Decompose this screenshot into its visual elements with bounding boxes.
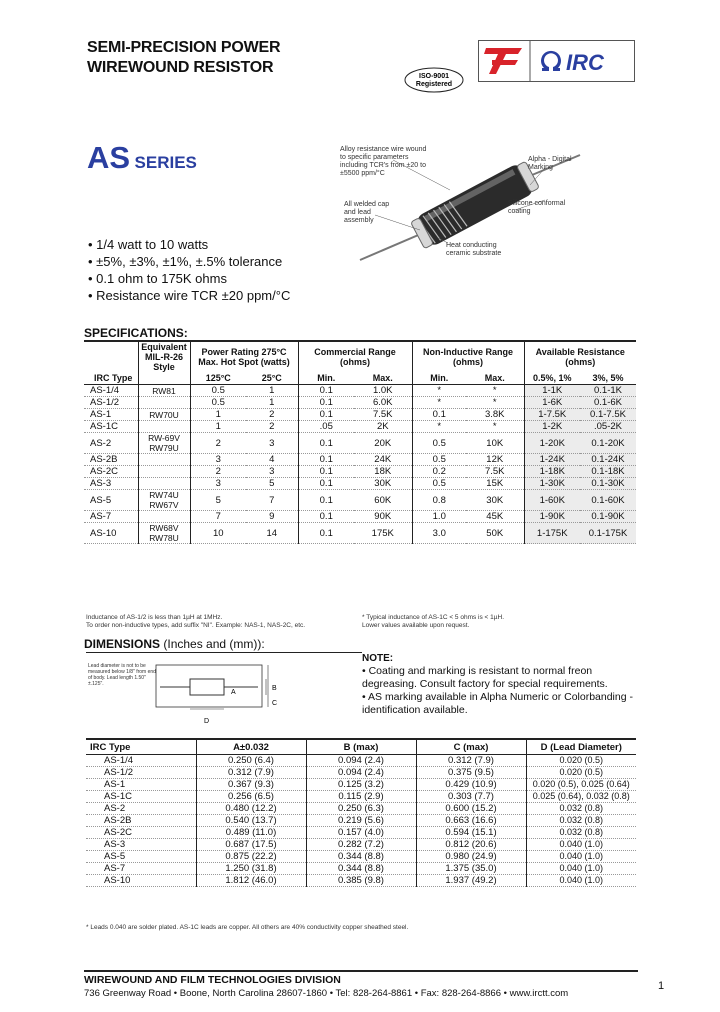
- callout-wire: Alloy resistance wire wound to specific parameters including TCR's from ±20 to ±5500 ppm/°C: [340, 146, 427, 177]
- spec-cell-nmin: 0.2: [412, 466, 466, 478]
- dim-cell-type: AS-3: [86, 839, 196, 851]
- spec-cell-nmin: 1.0: [412, 511, 466, 523]
- spec-cell-a2: 0.1-30K: [580, 478, 636, 490]
- dim-cell-b: 0.157 (4.0): [306, 827, 416, 839]
- spec-cell-nmin: 0.1: [412, 409, 466, 421]
- dim-cell-d: 0.025 (0.64), 0.032 (0.8): [526, 791, 636, 803]
- dim-cell-a: 1.250 (31.8): [196, 863, 306, 875]
- spec-footnote-right-2: Lower values available upon request.: [362, 622, 470, 629]
- spec-cell-type: AS-10: [84, 523, 138, 544]
- note-title: NOTE:: [362, 653, 394, 664]
- spec-cell-mil: RW-69V RW79U: [138, 433, 190, 454]
- spec-cell-nmin: 0.5: [412, 433, 466, 454]
- dim-cell-a: 1.812 (46.0): [196, 875, 306, 887]
- spec-cell-a1: 1-7.5K: [524, 409, 580, 421]
- title-line-1: SEMI-PRECISION POWER: [87, 39, 281, 56]
- spec-row: [84, 478, 636, 490]
- dim-cell-c: 0.429 (10.9): [416, 779, 526, 791]
- dim-row: [86, 851, 636, 863]
- spec-cell-p25: 2: [246, 421, 298, 433]
- spec-cell-nmin: *: [412, 397, 466, 409]
- spec-cell-cmax: 20K: [354, 433, 412, 454]
- spec-cell-mil: [138, 421, 190, 433]
- spec-row: [84, 409, 636, 421]
- dim-cell-d: 0.032 (0.8): [526, 827, 636, 839]
- spec-cell-p125: 1: [190, 421, 246, 433]
- dim-cell-b: 0.094 (2.4): [306, 755, 416, 767]
- dim-cell-a: 0.312 (7.9): [196, 767, 306, 779]
- spec-cell-mil: [138, 397, 190, 409]
- spec-cell-p25: 9: [246, 511, 298, 523]
- footer-address: 736 Greenway Road • Boone, North Carolina 28607-1860 • Tel: 828-264-8861 • Fax: 828-264-8866 • www.irctt.com: [84, 988, 569, 999]
- iso-line-1: ISO-9001: [419, 73, 449, 80]
- spec-cell-type: AS-2: [84, 433, 138, 454]
- spec-cell-a2: 0.1-60K: [580, 490, 636, 511]
- feature-list: [88, 236, 290, 304]
- note-item: • Coating and marking is resistant to normal freon degreasing. Consult factory for special requirements.: [362, 665, 608, 690]
- dim-col-b: B (max): [306, 739, 416, 755]
- spec-cell-a1: 1-90K: [524, 511, 580, 523]
- dimensions-table: [86, 738, 636, 887]
- spec-cell-nmax: 45K: [466, 511, 524, 523]
- label-b: B: [272, 685, 277, 692]
- spec-cell-mil: RW81: [138, 385, 190, 397]
- callout-coating: Silicone conformal coating: [508, 200, 566, 215]
- note-text-2: AS marking available in Alpha Numeric or Colorbanding - identification available.: [362, 691, 633, 716]
- spec-cell-nmax: *: [466, 385, 524, 397]
- specifications-table: [84, 340, 636, 544]
- dim-row: [86, 755, 636, 767]
- dim-cell-b: 0.250 (6.3): [306, 803, 416, 815]
- spec-cell-cmin: 0.1: [298, 409, 354, 421]
- spec-cell-p125: 0.5: [190, 397, 246, 409]
- dim-col-d: D (Lead Diameter): [526, 739, 636, 755]
- spec-cell-cmin: 0.1: [298, 466, 354, 478]
- spec-cell-mil: [138, 511, 190, 523]
- footer-division: WIREWOUND AND FILM TECHNOLOGIES DIVISION: [84, 974, 341, 986]
- spec-cell-cmin: 0.1: [298, 523, 354, 544]
- dim-cell-a: 0.540 (13.7): [196, 815, 306, 827]
- spec-cell-a2: 0.1-18K: [580, 466, 636, 478]
- spec-cell-p125: 1: [190, 409, 246, 421]
- spec-cell-p25: 5: [246, 478, 298, 490]
- spec-cell-a2: 0.1-6K: [580, 397, 636, 409]
- dim-cell-type: AS-7: [86, 863, 196, 875]
- page-number: 1: [658, 980, 665, 992]
- spec-cell-a2: 0.1-175K: [580, 523, 636, 544]
- spec-cell-cmax: 6.0K: [354, 397, 412, 409]
- spec-cell-nmax: 10K: [466, 433, 524, 454]
- spec-cell-type: AS-1/2: [84, 397, 138, 409]
- spec-cell-a1: 1-1K: [524, 385, 580, 397]
- spec-cell-mil: [138, 454, 190, 466]
- dim-row: [86, 791, 636, 803]
- dim-row: [86, 827, 636, 839]
- dim-cell-c: 0.303 (7.7): [416, 791, 526, 803]
- spec-cell-cmin: 0.1: [298, 454, 354, 466]
- spec-cell-cmin: 0.1: [298, 397, 354, 409]
- dimensions-footnote: * Leads 0.040 are solder plated. AS-1C leads are copper. All others are 40% conductivity copper sheathed steel.: [86, 924, 409, 931]
- spec-cell-a2: 0.1-1K: [580, 385, 636, 397]
- dimensions-heading: [84, 637, 265, 651]
- spec-row: [84, 385, 636, 397]
- dim-row: [86, 839, 636, 851]
- spec-cell-nmax: 7.5K: [466, 466, 524, 478]
- col-power: Power Rating 275°C Max. Hot Spot (watts): [190, 341, 298, 372]
- dim-cell-a: 0.367 (9.3): [196, 779, 306, 791]
- spec-cell-nmax: *: [466, 421, 524, 433]
- spec-cell-type: AS-3: [84, 478, 138, 490]
- series-label: SERIES: [134, 153, 197, 172]
- dim-cell-type: AS-10: [86, 875, 196, 887]
- spec-cell-nmax: *: [466, 397, 524, 409]
- col-noninductive: Non-Inductive Range (ohms): [412, 341, 524, 372]
- spec-cell-cmax: 60K: [354, 490, 412, 511]
- dim-cell-b: 0.344 (8.8): [306, 863, 416, 875]
- dim-cell-d: 0.020 (0.5), 0.025 (0.64): [526, 779, 636, 791]
- spec-cell-p25: 3: [246, 433, 298, 454]
- label-c: C: [272, 700, 278, 707]
- col-tol2: 3%, 5%: [592, 373, 624, 383]
- footer-rule: [84, 970, 638, 972]
- spec-cell-p125: 2: [190, 433, 246, 454]
- dim-row: [86, 863, 636, 875]
- spec-cell-nmin: 0.5: [412, 454, 466, 466]
- spec-cell-cmax: 18K: [354, 466, 412, 478]
- spec-cell-p125: 3: [190, 454, 246, 466]
- dim-row: [86, 815, 636, 827]
- dim-cell-c: 0.663 (16.6): [416, 815, 526, 827]
- dim-cell-type: AS-1: [86, 779, 196, 791]
- spec-cell-cmax: 175K: [354, 523, 412, 544]
- spec-cell-a2: .05-2K: [580, 421, 636, 433]
- callout-cap: All welded cap and lead assembly: [344, 201, 390, 224]
- dim-row: [86, 767, 636, 779]
- spec-cell-p25: 14: [246, 523, 298, 544]
- spec-cell-nmin: *: [412, 385, 466, 397]
- label-a: A: [231, 689, 236, 696]
- spec-row: [84, 397, 636, 409]
- spec-cell-a2: 0.1-90K: [580, 511, 636, 523]
- col-irc-type-label: IRC Type: [94, 373, 133, 383]
- dim-col-type: IRC Type: [90, 741, 131, 753]
- specifications-body: [84, 385, 636, 544]
- dim-cell-b: 0.385 (9.8): [306, 875, 416, 887]
- spec-row: [84, 523, 636, 544]
- spec-footnote-left-2: To order non-inductive types, add suffix "NI". Example: NAS-1, NAS-2C, etc.: [86, 622, 306, 629]
- spec-cell-mil: RW70U: [138, 409, 190, 421]
- dim-cell-d: 0.032 (0.8): [526, 815, 636, 827]
- label-d: D: [204, 718, 210, 725]
- callout-substrate: Heat conducting ceramic substrate: [446, 242, 502, 257]
- spec-cell-type: AS-2C: [84, 466, 138, 478]
- spec-cell-nmin: 0.8: [412, 490, 466, 511]
- spec-cell-cmin: .05: [298, 421, 354, 433]
- dim-cell-c: 1.375 (35.0): [416, 863, 526, 875]
- spec-cell-p25: 1: [246, 397, 298, 409]
- dim-cell-type: AS-5: [86, 851, 196, 863]
- note-item: • AS marking available in Alpha Numeric or Colorbanding - identification available.: [362, 691, 633, 716]
- col-tol1: 0.5%, 1%: [524, 372, 580, 385]
- dim-cell-d: 0.040 (1.0): [526, 839, 636, 851]
- spec-cell-nmax: 30K: [466, 490, 524, 511]
- spec-cell-type: AS-1: [84, 409, 138, 421]
- dim-row: [86, 779, 636, 791]
- feature-item: • 1/4 watt to 10 watts: [88, 236, 290, 253]
- col-irc-type: [84, 341, 138, 372]
- dim-cell-c: 0.375 (9.5): [416, 767, 526, 779]
- spec-cell-a1: 1-20K: [524, 433, 580, 454]
- col-commercial: Commercial Range (ohms): [298, 341, 412, 372]
- spec-cell-p125: 3: [190, 478, 246, 490]
- spec-cell-a1: 1-175K: [524, 523, 580, 544]
- svg-text:IRC: IRC: [566, 50, 604, 75]
- spec-row: [84, 511, 636, 523]
- tt-logo-icon: [484, 48, 522, 74]
- spec-cell-cmax: 1.0K: [354, 385, 412, 397]
- dim-cell-d: 0.020 (0.5): [526, 755, 636, 767]
- spec-cell-cmax: 7.5K: [354, 409, 412, 421]
- note-box: [362, 652, 635, 738]
- spec-cell-a1: 1-24K: [524, 454, 580, 466]
- dim-cell-a: 0.489 (11.0): [196, 827, 306, 839]
- spec-cell-p25: 1: [246, 385, 298, 397]
- dim-cell-d: 0.040 (1.0): [526, 863, 636, 875]
- series-heading: [87, 140, 197, 176]
- spec-cell-nmax: 50K: [466, 523, 524, 544]
- spec-cell-nmin: *: [412, 421, 466, 433]
- document-title: [87, 38, 280, 78]
- dim-cell-d: 0.032 (0.8): [526, 803, 636, 815]
- spec-row: [84, 433, 636, 454]
- spec-cell-type: AS-2B: [84, 454, 138, 466]
- spec-cell-a2: 0.1-24K: [580, 454, 636, 466]
- drawing-note: Lead diameter is not to be measured below 1/8" from end of body. Lead length 1.50" ±.125".: [88, 663, 156, 687]
- dim-cell-a: 0.480 (12.2): [196, 803, 306, 815]
- col-available: Available Resistance (ohms): [524, 341, 636, 372]
- spec-cell-type: AS-5: [84, 490, 138, 511]
- spec-row: [84, 466, 636, 478]
- spec-row: [84, 454, 636, 466]
- col-cmin: Min.: [298, 372, 354, 385]
- dim-cell-b: 0.115 (2.9): [306, 791, 416, 803]
- spec-row: [84, 421, 636, 433]
- feature-item: • ±5%, ±3%, ±1%, ±.5% tolerance: [88, 253, 290, 270]
- dim-cell-b: 0.094 (2.4): [306, 767, 416, 779]
- spec-cell-nmax: 15K: [466, 478, 524, 490]
- col-equivalent: Equivalent MIL-R-26 Style: [138, 341, 190, 372]
- spec-cell-p125: 7: [190, 511, 246, 523]
- spec-footnote-right: [362, 614, 632, 630]
- dimensions-title: DIMENSIONS: [84, 637, 161, 651]
- spec-footnote-left-1: Inductance of AS-1/2 is less than 1µH at 1MHz.: [86, 614, 223, 621]
- dim-cell-a: 0.687 (17.5): [196, 839, 306, 851]
- spec-cell-a1: 1-2K: [524, 421, 580, 433]
- spec-cell-a2: 0.1-20K: [580, 433, 636, 454]
- series-code: AS: [87, 140, 131, 175]
- dim-cell-c: 0.600 (15.2): [416, 803, 526, 815]
- title-line-2: WIREWOUND RESISTOR: [87, 59, 274, 76]
- col-25c: 25°C: [261, 373, 282, 383]
- col-nmin: Min.: [412, 372, 466, 385]
- spec-cell-p125: 2: [190, 466, 246, 478]
- spec-cell-p125: 10: [190, 523, 246, 544]
- dim-col-a: A±0.032: [196, 739, 306, 755]
- spec-cell-mil: [138, 466, 190, 478]
- dim-cell-b: 0.344 (8.8): [306, 851, 416, 863]
- dim-cell-d: 0.040 (1.0): [526, 851, 636, 863]
- spec-footnote-right-1: * Typical inductance of AS-1C < 5 ohms is < 1µH.: [362, 614, 505, 621]
- iso-line-2: Registered: [415, 81, 453, 88]
- spec-cell-nmin: 3.0: [412, 523, 466, 544]
- spec-cell-nmax: 12K: [466, 454, 524, 466]
- irc-logo-icon: [541, 50, 605, 75]
- dim-cell-c: 0.980 (24.9): [416, 851, 526, 863]
- callout-marking: Alpha - Digital Marking: [528, 156, 572, 171]
- spec-cell-cmin: 0.1: [298, 511, 354, 523]
- feature-item: • 0.1 ohm to 175K ohms: [88, 270, 290, 287]
- col-cmax: Max.: [372, 373, 393, 383]
- dim-cell-c: 0.812 (20.6): [416, 839, 526, 851]
- dim-cell-b: 0.282 (7.2): [306, 839, 416, 851]
- spec-cell-type: AS-1/4: [84, 385, 138, 397]
- dim-cell-c: 1.937 (49.2): [416, 875, 526, 887]
- spec-cell-nmin: 0.5: [412, 478, 466, 490]
- spec-cell-cmax: 30K: [354, 478, 412, 490]
- dimension-drawing: [86, 652, 362, 739]
- dim-cell-c: 0.594 (15.1): [416, 827, 526, 839]
- spec-cell-a1: 1-18K: [524, 466, 580, 478]
- dim-cell-a: 0.875 (22.2): [196, 851, 306, 863]
- spec-cell-p25: 3: [246, 466, 298, 478]
- spec-cell-cmin: 0.1: [298, 490, 354, 511]
- spec-cell-mil: RW74U RW67V: [138, 490, 190, 511]
- spec-cell-type: AS-1C: [84, 421, 138, 433]
- spec-cell-cmax: 90K: [354, 511, 412, 523]
- spec-cell-p25: 4: [246, 454, 298, 466]
- dim-cell-d: 0.020 (0.5): [526, 767, 636, 779]
- col-125c: 125°C: [190, 372, 246, 385]
- dim-cell-b: 0.219 (5.6): [306, 815, 416, 827]
- dimensions-units: (Inches and (mm)):: [163, 637, 265, 651]
- dimensions-body: [86, 755, 636, 887]
- spec-cell-p125: 0.5: [190, 385, 246, 397]
- dim-cell-b: 0.125 (3.2): [306, 779, 416, 791]
- dim-cell-type: AS-2C: [86, 827, 196, 839]
- spec-cell-type: AS-7: [84, 511, 138, 523]
- note-text-1: Coating and marking is resistant to normal freon degreasing. Consult factory for special requirements.: [362, 665, 608, 690]
- dim-row: [86, 803, 636, 815]
- dim-cell-type: AS-1C: [86, 791, 196, 803]
- iso-badge: [404, 67, 464, 93]
- feature-item: • Resistance wire TCR ±20 ppm/°C: [88, 287, 290, 304]
- spec-cell-a1: 1-30K: [524, 478, 580, 490]
- dim-cell-type: AS-2B: [86, 815, 196, 827]
- dim-cell-c: 0.312 (7.9): [416, 755, 526, 767]
- spec-cell-cmin: 0.1: [298, 433, 354, 454]
- spec-cell-a1: 1-6K: [524, 397, 580, 409]
- spec-cell-p25: 2: [246, 409, 298, 421]
- spec-cell-cmax: 24K: [354, 454, 412, 466]
- dim-cell-d: 0.040 (1.0): [526, 875, 636, 887]
- dim-cell-type: AS-1/2: [86, 767, 196, 779]
- spec-cell-cmin: 0.1: [298, 478, 354, 490]
- spec-footnote-left: [86, 614, 356, 630]
- col-nmax: Max.: [484, 373, 505, 383]
- spec-cell-mil: RW68V RW78U: [138, 523, 190, 544]
- company-logos: [478, 40, 635, 82]
- spec-cell-cmin: 0.1: [298, 385, 354, 397]
- spec-cell-p25: 7: [246, 490, 298, 511]
- dim-cell-type: AS-2: [86, 803, 196, 815]
- spec-row: [84, 490, 636, 511]
- dim-col-c: C (max): [416, 739, 526, 755]
- dim-cell-a: 0.256 (6.5): [196, 791, 306, 803]
- dim-cell-type: AS-1/4: [86, 755, 196, 767]
- spec-cell-mil: [138, 478, 190, 490]
- spec-cell-a1: 1-60K: [524, 490, 580, 511]
- spec-cell-p125: 5: [190, 490, 246, 511]
- dim-cell-a: 0.250 (6.4): [196, 755, 306, 767]
- spec-cell-cmax: 2K: [354, 421, 412, 433]
- dim-row: [86, 875, 636, 887]
- spec-cell-nmax: 3.8K: [466, 409, 524, 421]
- specifications-heading: SPECIFICATIONS:: [84, 326, 188, 340]
- spec-cell-a2: 0.1-7.5K: [580, 409, 636, 421]
